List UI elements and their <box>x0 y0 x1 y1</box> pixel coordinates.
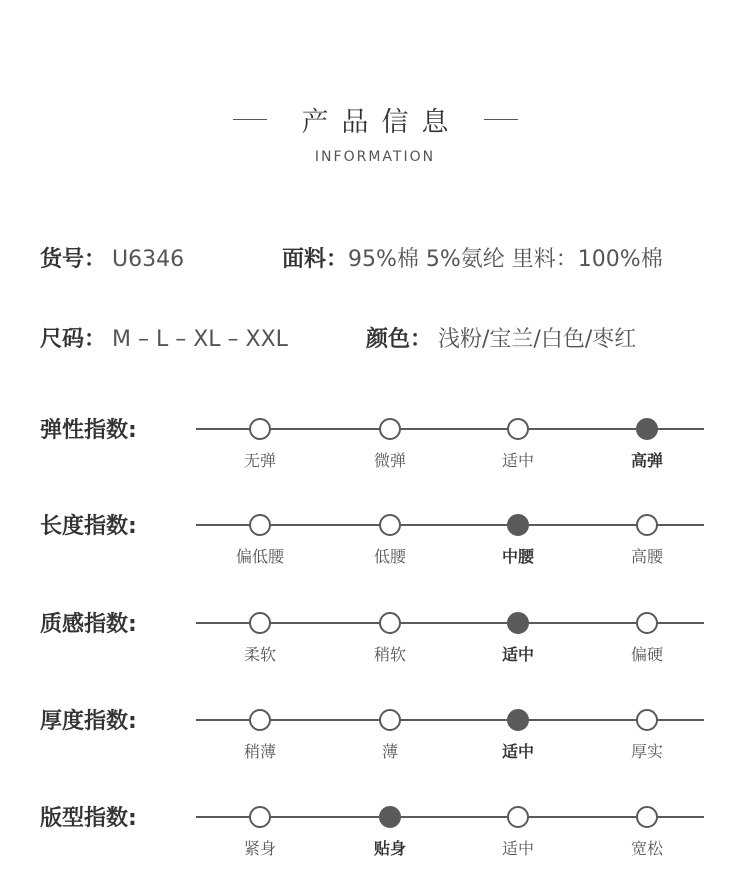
index-scale <box>0 418 750 498</box>
index-dot <box>507 418 529 440</box>
index-scale <box>0 806 750 886</box>
index-scale-label: 长度指数: <box>40 514 137 539</box>
index-option-label: 贴身 <box>373 839 406 858</box>
fabric <box>282 242 663 273</box>
index-option-label: 稍软 <box>373 645 406 664</box>
fabric-value: 95%棉 5%氨纶 里料：100%棉 <box>348 247 663 272</box>
index-dot <box>379 418 401 440</box>
index-option-label: 稍薄 <box>243 742 276 761</box>
index-option-label: 适中 <box>501 645 534 664</box>
index-dot-selected <box>507 709 529 731</box>
title-divider-right <box>484 119 518 120</box>
index-scale <box>0 514 750 594</box>
index-scale-track <box>196 524 704 526</box>
index-option-label: 适中 <box>501 451 534 470</box>
index-scale-label: 质感指数: <box>40 612 137 637</box>
index-option-label: 厚实 <box>630 742 663 761</box>
size-value: M – L – XL – XXL <box>112 327 288 352</box>
index-scale-label: 弹性指数: <box>40 418 137 443</box>
index-option-label: 适中 <box>501 742 534 761</box>
size <box>40 327 288 352</box>
index-option-label: 偏硬 <box>630 645 663 664</box>
index-dot <box>249 806 271 828</box>
index-dot <box>249 612 271 634</box>
fabric-label: 面料： <box>282 247 349 272</box>
index-scale-track <box>196 428 704 430</box>
index-dot <box>636 514 658 536</box>
index-option-label: 薄 <box>381 742 398 761</box>
index-dot <box>379 709 401 731</box>
index-dot-selected <box>507 514 529 536</box>
index-dot <box>636 806 658 828</box>
index-scale <box>0 612 750 692</box>
title-divider-left <box>233 119 267 120</box>
index-option-label: 偏低腰 <box>235 547 284 566</box>
index-dot <box>379 514 401 536</box>
index-scale-track <box>196 816 704 818</box>
index-dot-selected <box>636 418 658 440</box>
index-dot <box>379 612 401 634</box>
index-option-label: 紧身 <box>243 839 276 858</box>
color-value: 浅粉/宝兰/白色/枣红 <box>438 327 637 352</box>
index-option-label: 微弹 <box>373 451 406 470</box>
index-scale <box>0 709 750 789</box>
index-option-label: 柔软 <box>243 645 276 664</box>
color <box>366 322 636 353</box>
index-option-label: 中腰 <box>501 547 534 566</box>
info-row-item-fabric <box>40 242 663 273</box>
index-option-label: 无弹 <box>243 451 276 470</box>
item-number-value: U6346 <box>112 247 185 272</box>
item-number-label: 货号： <box>40 247 107 272</box>
index-dot-selected <box>379 806 401 828</box>
index-option-label: 高腰 <box>630 547 663 566</box>
info-row-size-color <box>40 322 637 353</box>
index-dot <box>249 418 271 440</box>
size-label: 尺码： <box>40 327 107 352</box>
page-subtitle: INFORMATION <box>314 149 436 165</box>
color-label: 颜色： <box>366 327 433 352</box>
index-scale-track <box>196 622 704 624</box>
index-scale-track <box>196 719 704 721</box>
title-row <box>0 100 750 139</box>
page-title: 产品信息 <box>301 107 462 138</box>
index-dot <box>249 709 271 731</box>
index-dot <box>249 514 271 536</box>
item-number <box>40 247 184 272</box>
index-option-label: 宽松 <box>630 839 663 858</box>
index-option-label: 适中 <box>501 839 534 858</box>
index-scale-label: 厚度指数: <box>40 709 137 734</box>
product-info-header <box>0 100 750 165</box>
index-dot <box>636 709 658 731</box>
index-dot-selected <box>507 612 529 634</box>
index-scale-label: 版型指数: <box>40 806 137 831</box>
index-dot <box>636 612 658 634</box>
index-dot <box>507 806 529 828</box>
index-option-label: 高弹 <box>630 451 663 470</box>
index-option-label: 低腰 <box>373 547 406 566</box>
